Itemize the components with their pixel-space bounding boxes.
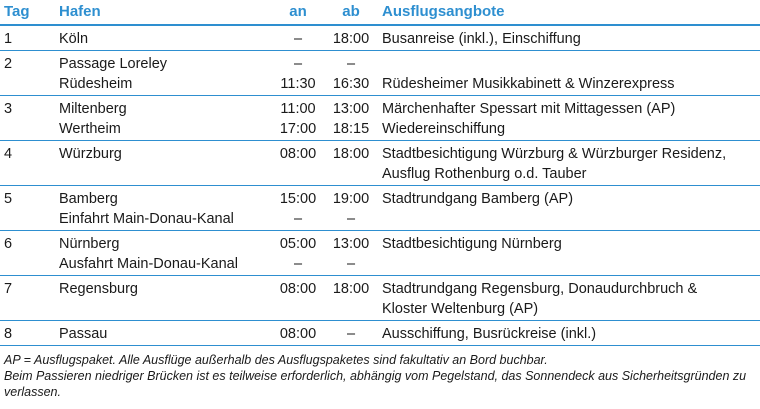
departure-line: –	[346, 326, 356, 342]
day-number-text: 1	[4, 31, 13, 47]
excursion-line	[382, 54, 756, 74]
departure-cell	[324, 141, 378, 186]
hafen-cell	[55, 96, 272, 141]
arrival-line: –	[293, 211, 303, 227]
hafen-line: Einfahrt Main-Donau-Kanal	[59, 211, 234, 227]
arrival-line: 08:00	[279, 146, 317, 162]
excursion-line: Rüdesheimer Musikkabinett & Winzerexpress	[382, 76, 675, 92]
departure-cell	[324, 51, 378, 96]
header-tag: Tag	[0, 0, 55, 25]
day-number-text: 5	[4, 191, 13, 207]
hafen-line: Miltenberg	[59, 101, 127, 117]
arrival-line: 15:00	[279, 191, 317, 207]
excursion-line: Ausschiffung, Busrückreise (inkl.)	[382, 326, 597, 342]
footnote-bridges: Beim Passieren niedriger Brücken ist es teilweise erforderlich, abhängig vom Pegelstand, das Sonnendeck aus Sicherheitsgründen zu	[4, 369, 747, 383]
excursion-cell	[378, 231, 760, 276]
hafen-cell	[55, 231, 272, 276]
excursion-line	[382, 254, 756, 274]
hafen-line: Köln	[59, 31, 89, 47]
arrival-cell	[272, 321, 324, 346]
arrival-line: 08:00	[279, 326, 317, 342]
arrival-cell	[272, 96, 324, 141]
day-number	[0, 231, 55, 276]
arrival-cell	[272, 231, 324, 276]
table-row	[0, 231, 760, 276]
departure-cell	[324, 276, 378, 321]
hafen-line: Nürnberg	[59, 236, 120, 252]
hafen-line: Rüdesheim	[59, 76, 133, 92]
excursion-line: Wiedereinschiffung	[382, 121, 506, 137]
header-an: an	[272, 0, 324, 25]
hafen-cell	[55, 186, 272, 231]
arrival-line: 08:00	[279, 281, 317, 297]
day-number-text: 4	[4, 146, 13, 162]
table-row	[0, 186, 760, 231]
table-row	[0, 276, 760, 321]
day-number-text: 7	[4, 281, 13, 297]
footnote-ap: AP = Ausflugspaket. Alle Ausflüge außerhalb des Ausflugspaketes sind fakultativ an Bord buchbar.	[4, 353, 548, 367]
hafen-line: Regensburg	[59, 281, 138, 297]
departure-line: –	[346, 211, 356, 227]
day-number	[0, 141, 55, 186]
excursion-line: Ausflug Rothenburg o.d. Tauber	[382, 166, 587, 182]
excursion-line: Kloster Weltenburg (AP)	[382, 301, 539, 317]
excursion-cell	[378, 321, 760, 346]
table-row	[0, 51, 760, 96]
departure-line: –	[346, 256, 356, 272]
excursion-line	[382, 209, 756, 229]
hafen-cell	[55, 25, 272, 51]
day-number-text: 2	[4, 56, 13, 72]
arrival-line: –	[293, 56, 303, 72]
departure-cell	[324, 96, 378, 141]
day-number	[0, 96, 55, 141]
excursion-line: Stadtbesichtigung Nürnberg	[382, 236, 562, 252]
itinerary-body	[0, 25, 760, 346]
hafen-line: Bamberg	[59, 191, 118, 207]
day-number	[0, 25, 55, 51]
hafen-cell	[55, 141, 272, 186]
hafen-cell	[55, 51, 272, 96]
hafen-cell	[55, 321, 272, 346]
day-number-text: 8	[4, 326, 13, 342]
day-number	[0, 276, 55, 321]
hafen-line: Passau	[59, 326, 108, 342]
arrival-cell	[272, 276, 324, 321]
excursion-cell	[378, 141, 760, 186]
departure-cell	[324, 186, 378, 231]
arrival-line: –	[293, 31, 303, 47]
hafen-line: Würzburg	[59, 146, 122, 162]
departure-cell	[324, 321, 378, 346]
header-hafen: Hafen	[55, 0, 272, 25]
hafen-cell	[55, 276, 272, 321]
table-row	[0, 25, 760, 51]
departure-line: 13:00	[332, 101, 370, 117]
footnotes	[4, 352, 756, 400]
excursion-cell	[378, 51, 760, 96]
header-ab: ab	[324, 0, 378, 25]
departure-line: 18:00	[332, 31, 370, 47]
departure-line: 18:00	[332, 281, 370, 297]
day-number-text: 3	[4, 101, 13, 117]
excursion-line: Stadtrundgang Bamberg (AP)	[382, 191, 574, 207]
day-number	[0, 51, 55, 96]
arrival-cell	[272, 25, 324, 51]
day-number-text: 6	[4, 236, 13, 252]
departure-line: 19:00	[332, 191, 370, 207]
arrival-line: 11:00	[280, 101, 316, 117]
excursion-line: Stadtrundgang Regensburg, Donaudurchbruch &	[382, 281, 698, 297]
arrival-cell	[272, 186, 324, 231]
excursion-line: Stadtbesichtigung Würzburg & Würzburger Residenz,	[382, 146, 727, 162]
hafen-line: Wertheim	[59, 121, 121, 137]
table-header-row	[0, 0, 760, 25]
excursion-line: Märchenhafter Spessart mit Mittagessen (AP)	[382, 101, 676, 117]
excursion-cell	[378, 186, 760, 231]
departure-line: 13:00	[332, 236, 370, 252]
excursion-line: Busanreise (inkl.), Einschiffung	[382, 31, 581, 47]
day-number	[0, 186, 55, 231]
departure-line: 18:00	[332, 146, 370, 162]
departure-line: –	[346, 56, 356, 72]
excursion-cell	[378, 25, 760, 51]
hafen-line: Passage Loreley	[59, 56, 168, 72]
table-row	[0, 321, 760, 346]
excursion-cell	[378, 276, 760, 321]
excursion-cell	[378, 96, 760, 141]
day-number	[0, 321, 55, 346]
hafen-line: Ausfahrt Main-Donau-Kanal	[59, 256, 238, 272]
arrival-cell	[272, 141, 324, 186]
departure-cell	[324, 231, 378, 276]
departure-line: 16:30	[332, 76, 370, 92]
header-ausflugsangebote: Ausflugsangbote	[378, 0, 760, 25]
arrival-line: 05:00	[279, 236, 317, 252]
arrival-cell	[272, 51, 324, 96]
table-row	[0, 141, 760, 186]
departure-cell	[324, 25, 378, 51]
table-row	[0, 96, 760, 141]
arrival-line: –	[293, 256, 303, 272]
departure-line: 18:15	[332, 121, 370, 137]
arrival-line: 17:00	[279, 121, 317, 137]
footnote-bridges-cont: verlassen.	[4, 385, 61, 399]
arrival-line: 11:30	[280, 76, 316, 92]
